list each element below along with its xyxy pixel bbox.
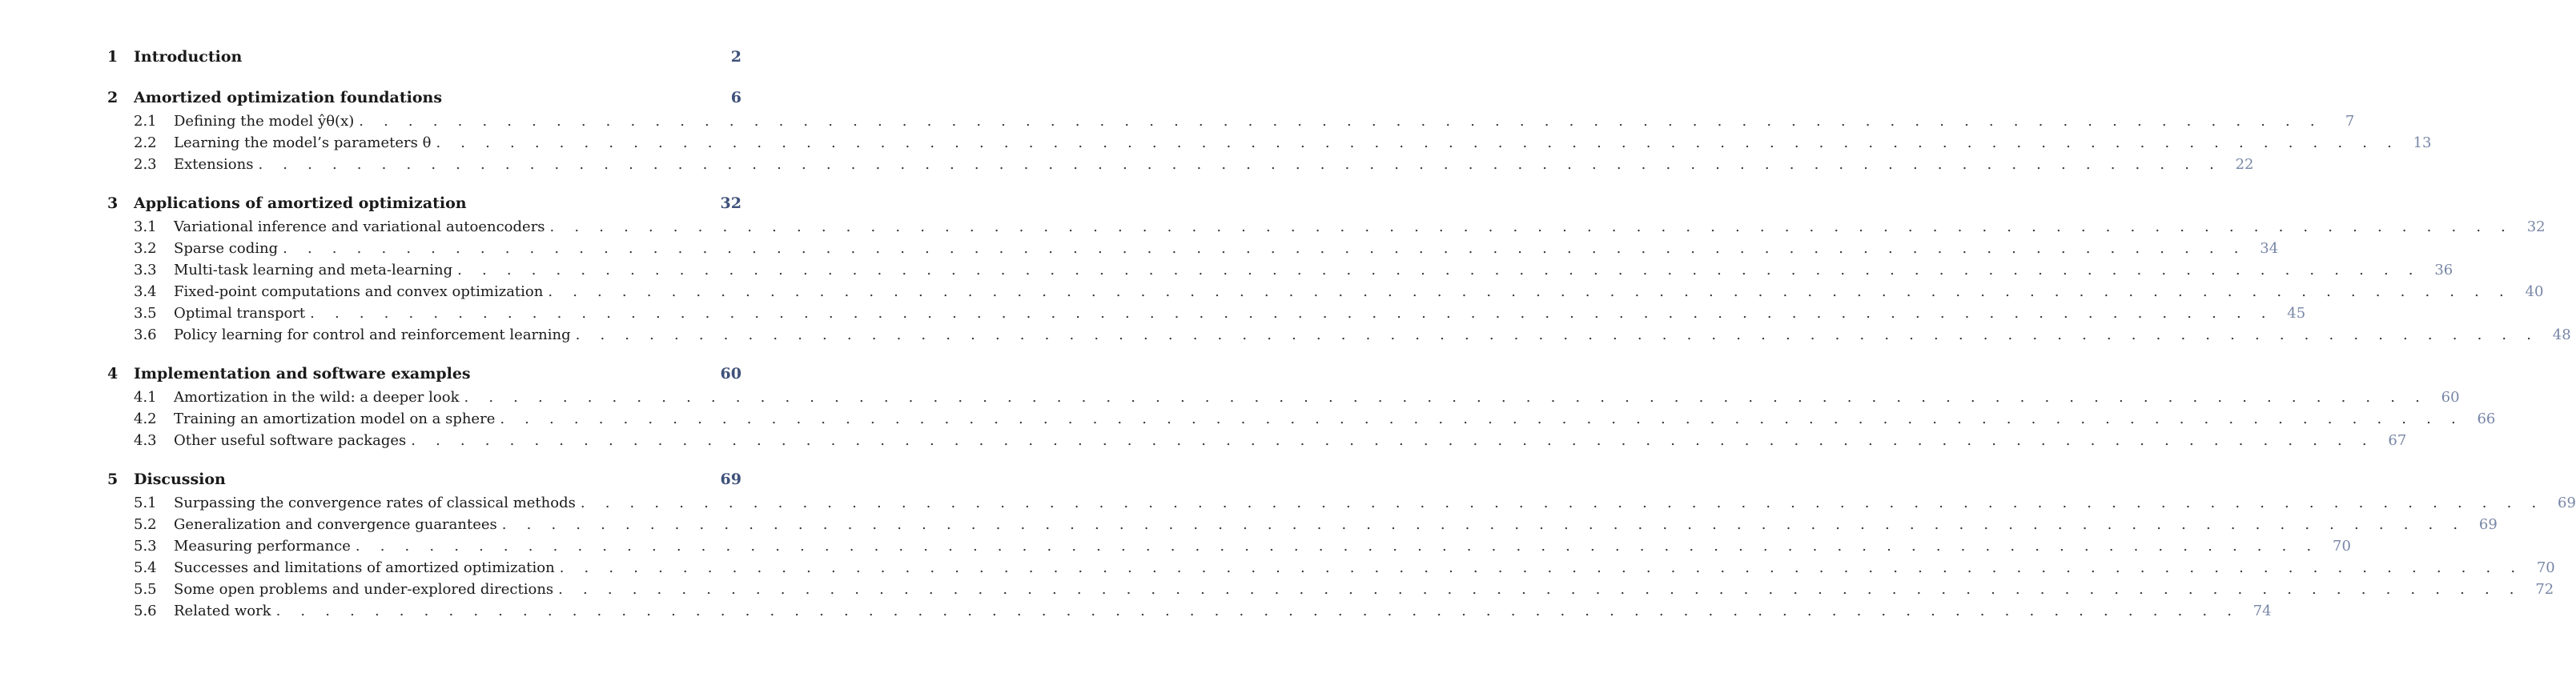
dot-leader: . . . . . . . . . . . . . . . . . . . . . . . . . . . . . . . . . . . . . . . . . . . . . . . . . . . . . . . . . . . . . . . . . . . . . . . . . . . . . . . .: [436, 134, 2400, 151]
dot-leader: . . . . . . . . . . . . . . . . . . . . . . . . . . . . . . . . . . . . . . . . . . . . . . . . . . . . . . . . . . . . . . . . . . . . . . . . . . . . . . . .: [575, 326, 2539, 343]
toc-section-entry[interactable]: [107, 218, 2546, 240]
toc-chapter-entry[interactable]: [107, 365, 741, 389]
chapter-page-link[interactable]: 69: [720, 471, 741, 488]
chapter-page-link[interactable]: 6: [730, 89, 741, 106]
chapter-title: Introduction: [134, 48, 243, 66]
toc-section-entry[interactable]: [107, 283, 2544, 305]
toc-chapter: [107, 194, 2571, 348]
chapter-number: 3: [107, 194, 119, 212]
toc-chapter-entry[interactable]: [107, 89, 741, 113]
chapter-title: Implementation and software examples: [134, 365, 471, 383]
section-number: 5.4: [134, 559, 157, 576]
toc-chapter: [107, 89, 2432, 178]
section-title: Training an amortization model on a sphere: [174, 411, 496, 427]
dot-leader: . . . . . . . . . . . . . . . . . . . . . . . . . . . . . . . . . . . . . . . . . . . . . . . . . . . . . . . . . . . . . . . . . . . . . . . . . . . . . . . .: [258, 156, 2222, 173]
section-number: 2.3: [134, 156, 157, 173]
section-page-link[interactable]: 7: [2345, 113, 2355, 130]
toc-section-entry[interactable]: [107, 411, 2496, 432]
section-title: Other useful software packages: [174, 432, 407, 449]
section-number: 2.2: [134, 134, 157, 151]
toc-section-entry[interactable]: [107, 538, 2351, 559]
dot-leader: . . . . . . . . . . . . . . . . . . . . . . . . . . . . . . . . . . . . . . . . . . . . . . . . . . . . . . . . . . . . . . . . . . . . . . . . . . . . . . . .: [501, 516, 2465, 533]
section-number: 5.2: [134, 516, 157, 533]
dot-leader: . . . . . . . . . . . . . . . . . . . . . . . . . . . . . . . . . . . . . . . . . . . . . . . . . . . . . . . . . . . . . . . . . . . . . . . . . . . . . . . .: [283, 240, 2247, 257]
chapter-page-link[interactable]: 2: [730, 48, 741, 66]
section-title: Optimal transport: [174, 305, 306, 322]
section-number: 4.2: [134, 411, 157, 427]
section-title: Related work: [174, 603, 271, 619]
toc-section-entry[interactable]: [107, 113, 2355, 134]
chapter-number: 1: [107, 48, 119, 66]
section-page-link[interactable]: 74: [2252, 603, 2272, 619]
toc-section-entry[interactable]: [107, 495, 2576, 516]
section-page-link[interactable]: 70: [2333, 538, 2351, 555]
dot-leader: . . . . . . . . . . . . . . . . . . . . . . . . . . . . . . . . . . . . . . . . . . . . . . . . . . . . . . . . . . . . . . . . . . . . . . . . . . . . . . . .: [558, 581, 2522, 598]
section-number: 5.3: [134, 538, 157, 555]
dot-leader: . . . . . . . . . . . . . . . . . . . . . . . . . . . . . . . . . . . . . . . . . . . . . . . . . . . . . . . . . . . . . . . . . . . . . . . . . . . . . . . .: [500, 411, 2464, 427]
chapter-title: Applications of amortized optimization: [134, 194, 467, 212]
toc-section-entry[interactable]: [107, 134, 2432, 156]
dot-leader: . . . . . . . . . . . . . . . . . . . . . . . . . . . . . . . . . . . . . . . . . . . . . . . . . . . . . . . . . . . . . . . . . . . . . . . . . . . . . . . .: [580, 495, 2544, 511]
toc-section-entry[interactable]: [107, 581, 2554, 603]
toc-chapter-entry[interactable]: [107, 194, 741, 218]
toc-chapter-entry[interactable]: [107, 471, 741, 495]
table-of-contents: [107, 48, 2576, 641]
section-page-link[interactable]: 66: [2477, 411, 2496, 427]
dot-leader: . . . . . . . . . . . . . . . . . . . . . . . . . . . . . . . . . . . . . . . . . . . . . . . . . . . . . . . . . . . . . . . . . . . . . . . . . . . . . . . .: [355, 538, 2319, 555]
chapter-number: 5: [107, 471, 119, 488]
section-page-link[interactable]: 60: [2441, 389, 2460, 406]
dot-leader: . . . . . . . . . . . . . . . . . . . . . . . . . . . . . . . . . . . . . . . . . . . . . . . . . . . . . . . . . . . . . . . . . . . . . . . . . . . . . . . .: [549, 218, 2514, 235]
chapter-title: Amortized optimization foundations: [134, 89, 443, 106]
section-title: Generalization and convergence guarantees: [174, 516, 497, 533]
section-page-link[interactable]: 69: [2558, 495, 2576, 511]
toc-chapter: [107, 471, 2576, 624]
toc-section-entry[interactable]: [107, 156, 2254, 178]
chapter-number: 4: [107, 365, 119, 383]
toc-section-entry[interactable]: [107, 559, 2555, 581]
dot-leader: . . . . . . . . . . . . . . . . . . . . . . . . . . . . . . . . . . . . . . . . . . . . . . . . . . . . . . . . . . . . . . . . . . . . . . . . . . . . . . . .: [548, 283, 2512, 300]
dot-leader: . . . . . . . . . . . . . . . . . . . . . . . . . . . . . . . . . . . . . . . . . . . . . . . . . . . . . . . . . . . . . . . . . . . . . . . . . . . . . . . .: [559, 559, 2523, 576]
section-title: Amortization in the wild: a deeper look: [174, 389, 460, 406]
section-title: Extensions: [174, 156, 254, 173]
dot-leader: . . . . . . . . . . . . . . . . . . . . . . . . . . . . . . . . . . . . . . . . . . . . . . . . . . . . . . . . . . . . . . . . . . . . . . . . . . . . . . . .: [275, 603, 2240, 619]
section-number: 3.4: [134, 283, 157, 300]
section-title: Policy learning for control and reinforcement learning: [174, 326, 571, 343]
section-page-link[interactable]: 32: [2526, 218, 2546, 235]
dot-leader: . . . . . . . . . . . . . . . . . . . . . . . . . . . . . . . . . . . . . . . . . . . . . . . . . . . . . . . . . . . . . . . . . . . . . . . . . . . . . . . .: [457, 262, 2421, 278]
toc-section-entry[interactable]: [107, 516, 2498, 538]
section-title: Multi-task learning and meta-learning: [174, 262, 453, 278]
section-title: Some open problems and under-explored directions: [174, 581, 554, 598]
section-page-link[interactable]: 48: [2552, 326, 2571, 343]
section-number: 3.1: [134, 218, 157, 235]
section-title: Variational inference and variational autoencoders: [174, 218, 545, 235]
section-page-link[interactable]: 72: [2535, 581, 2554, 598]
section-title: Defining the model ŷθ(x): [174, 113, 355, 130]
section-page-link[interactable]: 13: [2413, 134, 2432, 151]
section-page-link[interactable]: 36: [2434, 262, 2453, 278]
section-page-link[interactable]: 69: [2478, 516, 2498, 533]
toc-section-entry[interactable]: [107, 262, 2453, 283]
section-number: 5.6: [134, 603, 157, 619]
dot-leader: . . . . . . . . . . . . . . . . . . . . . . . . . . . . . . . . . . . . . . . . . . . . . . . . . . . . . . . . . . . . . . . . . . . . . . . . . . . . . . . .: [464, 389, 2428, 406]
dot-leader: . . . . . . . . . . . . . . . . . . . . . . . . . . . . . . . . . . . . . . . . . . . . . . . . . . . . . . . . . . . . . . . . . . . . . . . . . . . . . . . .: [359, 113, 2323, 130]
toc-section-entry[interactable]: [107, 603, 2272, 624]
section-title: Measuring performance: [174, 538, 351, 555]
section-page-link[interactable]: 40: [2525, 283, 2544, 300]
section-page-link[interactable]: 70: [2536, 559, 2555, 576]
chapter-page-link[interactable]: 32: [720, 194, 741, 212]
toc-chapter: [107, 48, 741, 72]
section-page-link[interactable]: 67: [2388, 432, 2407, 449]
toc-section-entry[interactable]: [107, 432, 2407, 454]
section-number: 2.1: [134, 113, 157, 130]
section-number: 5.5: [134, 581, 157, 598]
section-number: 4.3: [134, 432, 157, 449]
toc-section-entry[interactable]: [107, 389, 2460, 411]
section-page-link[interactable]: 22: [2235, 156, 2254, 173]
chapter-number: 2: [107, 89, 119, 106]
dot-leader: . . . . . . . . . . . . . . . . . . . . . . . . . . . . . . . . . . . . . . . . . . . . . . . . . . . . . . . . . . . . . . . . . . . . . . . . . . . . . . . .: [411, 432, 2375, 449]
toc-section-entry[interactable]: [107, 326, 2571, 348]
section-title: Successes and limitations of amortized optimization: [174, 559, 555, 576]
toc-section-entry[interactable]: [107, 305, 2306, 326]
section-title: Learning the model’s parameters θ: [174, 134, 432, 151]
section-page-link[interactable]: 34: [2260, 240, 2279, 257]
section-number: 5.1: [134, 495, 157, 511]
toc-section-entry[interactable]: [107, 240, 2279, 262]
section-title: Sparse coding: [174, 240, 279, 257]
section-number: 3.3: [134, 262, 157, 278]
section-number: 4.1: [134, 389, 157, 406]
section-number: 3.2: [134, 240, 157, 257]
dot-leader: . . . . . . . . . . . . . . . . . . . . . . . . . . . . . . . . . . . . . . . . . . . . . . . . . . . . . . . . . . . . . . . . . . . . . . . . . . . . . . . .: [310, 305, 2274, 322]
section-number: 3.6: [134, 326, 157, 343]
toc-chapter: [107, 365, 2496, 454]
section-title: Fixed-point computations and convex optimization: [174, 283, 544, 300]
toc-chapter-entry[interactable]: [107, 48, 741, 72]
section-title: Surpassing the convergence rates of classical methods: [174, 495, 576, 511]
chapter-page-link[interactable]: 60: [720, 365, 741, 383]
chapter-title: Discussion: [134, 471, 226, 488]
section-number: 3.5: [134, 305, 157, 322]
section-page-link[interactable]: 45: [2287, 305, 2306, 322]
